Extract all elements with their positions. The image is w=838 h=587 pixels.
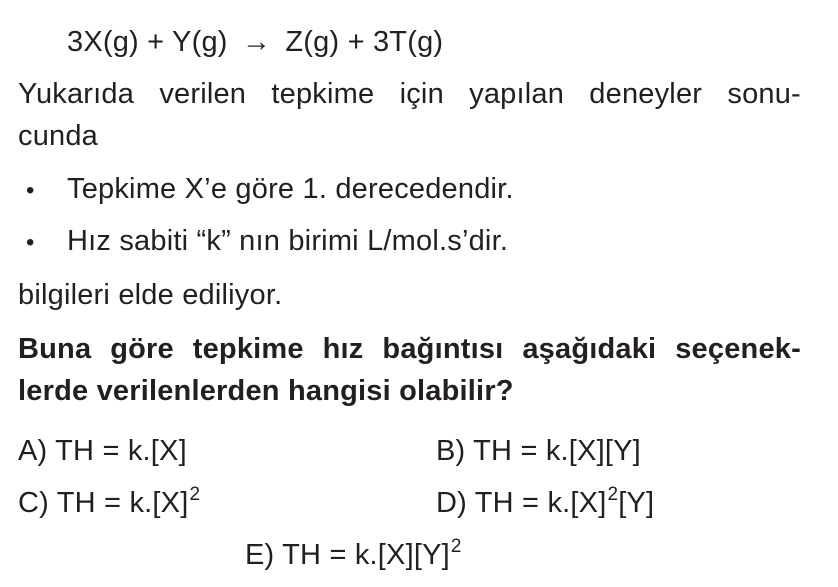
- question-word: hız: [322, 333, 364, 365]
- equation-products: Z(g) + 3T(g): [285, 26, 444, 58]
- question-word: seçenek-: [675, 333, 801, 365]
- intro-word: sonu-: [727, 78, 801, 110]
- equation-reactants: 3X(g) + Y(g): [67, 26, 228, 58]
- question-word: bağıntısı: [382, 333, 504, 365]
- option-b-text: B) TH = k.[X][Y]: [436, 435, 641, 467]
- option-e-text: E) TH = k.[X][Y]: [245, 539, 450, 571]
- option-e-exponent: 2: [450, 536, 462, 557]
- question-line-1: [18, 335, 801, 364]
- question-word: göre: [110, 333, 174, 365]
- option-d-exponent: 2: [607, 484, 619, 505]
- option-b[interactable]: [436, 437, 641, 466]
- question-word: tepkime: [192, 333, 304, 365]
- question-line-2: lerde verilenlerden hangisi olabilir?: [18, 375, 514, 407]
- option-a[interactable]: [18, 437, 187, 466]
- option-d[interactable]: [436, 484, 655, 519]
- intro-word: tepkime: [271, 78, 375, 110]
- option-d-after: [Y]: [618, 487, 655, 519]
- intro-word: verilen: [159, 78, 247, 110]
- intro-word: Yukarıda: [18, 78, 135, 110]
- reaction-equation: [67, 28, 443, 57]
- bullet-text-2: Hız sabiti “k” nın birimi L/mol.s’dir.: [67, 225, 509, 257]
- question-word: aşağıdaki: [522, 333, 657, 365]
- intro-word: deneyler: [589, 78, 703, 110]
- option-e[interactable]: [245, 536, 462, 571]
- intro-word: yapılan: [469, 78, 565, 110]
- intro-word: için: [399, 78, 444, 110]
- option-a-text: A) TH = k.[X]: [18, 435, 187, 467]
- intro-line-1: [18, 80, 801, 109]
- option-d-text: D) TH = k.[X]: [436, 487, 607, 519]
- question-word: Buna: [18, 333, 92, 365]
- option-c[interactable]: [18, 484, 201, 519]
- option-c-text: C) TH = k.[X]: [18, 487, 189, 519]
- option-c-exponent: 2: [189, 484, 201, 505]
- bullet-dot-icon: •: [26, 177, 35, 204]
- outro-text: bilgileri elde ediliyor.: [18, 279, 283, 311]
- bullet-text-1: Tepkime X’e göre 1. derecedendir.: [67, 173, 514, 205]
- reaction-arrow-icon: →: [241, 26, 272, 58]
- intro-line-2: cunda: [18, 120, 99, 152]
- bullet-dot-icon: •: [26, 229, 35, 256]
